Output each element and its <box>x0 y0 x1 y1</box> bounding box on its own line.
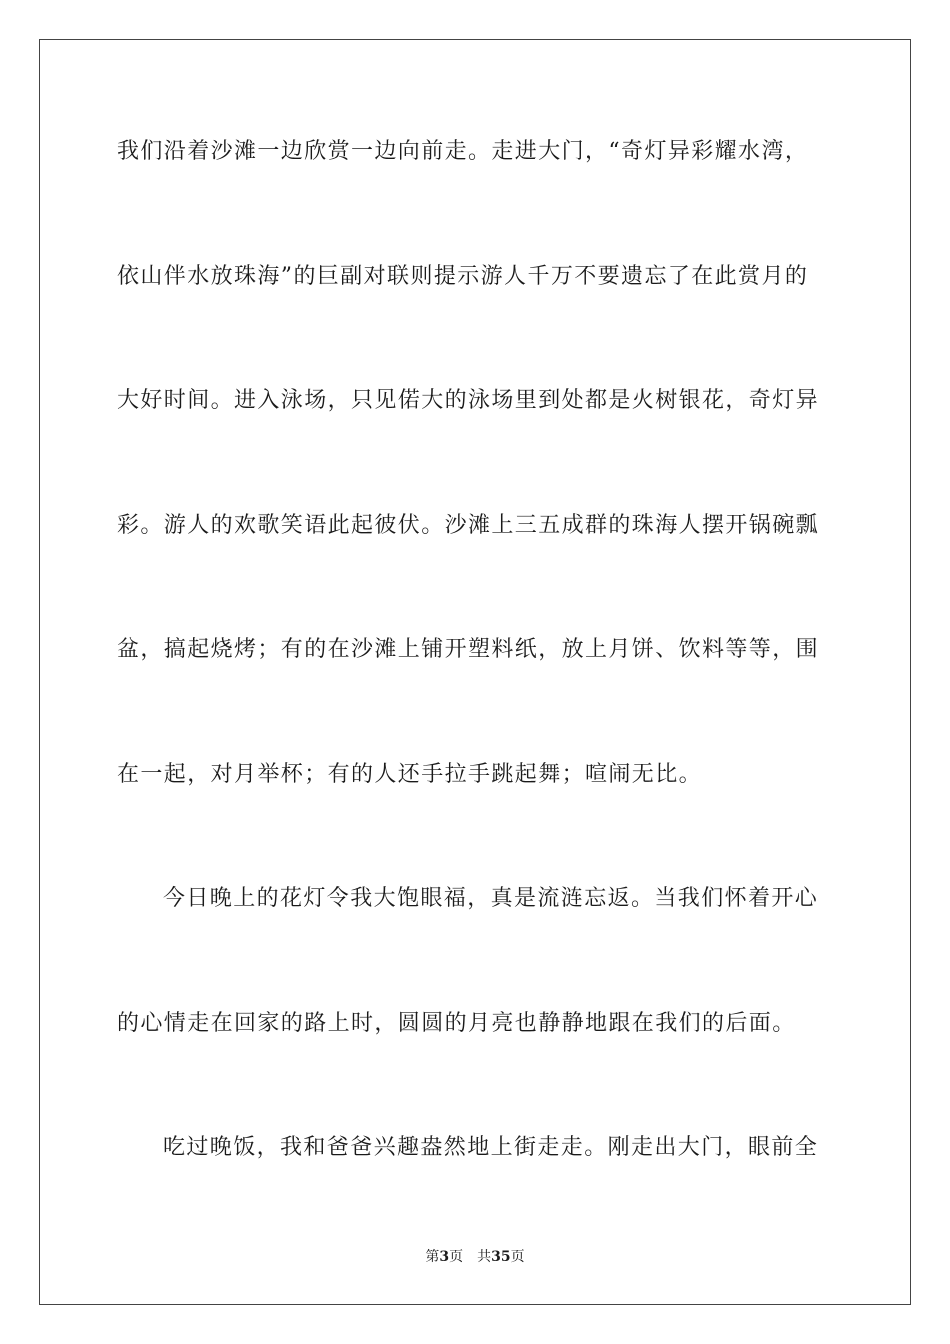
text-line-7: 今日晚上的花灯令我大饱眼福，真是流涟忘返。当我们怀着开心 <box>163 886 819 911</box>
page-suffix: 页 <box>449 1249 464 1265</box>
text-line-6: 在一起，对月举杯；有的人还手拉手跳起舞；喧闹无比。 <box>117 762 703 787</box>
total-suffix: 页 <box>510 1249 525 1265</box>
text-line-9: 吃过晚饭，我和爸爸兴趣盎然地上街走走。刚走出大门，眼前全 <box>163 1135 819 1160</box>
text-line-4: 彩。游人的欢歌笑语此起彼伏。沙滩上三五成群的珠海人摆开锅碗瓢 <box>117 513 820 538</box>
text-line-1: 我们沿着沙滩一边欣赏一边向前走。走进大门，“奇灯异彩耀水湾， <box>117 139 809 164</box>
text-line-5: 盆，搞起烧烤；有的在沙滩上铺开塑料纸，放上月饼、饮料等等，围 <box>117 637 820 662</box>
page-number: 3 <box>439 1249 450 1265</box>
total-prefix: 共 <box>477 1249 492 1265</box>
text-line-2: 依山伴水放珠海”的巨副对联则提示游人千万不要遗忘了在此赏月的 <box>117 264 809 289</box>
page-prefix: 第 <box>425 1249 440 1265</box>
text-line-8: 的心情走在回家的路上时，圆圆的月亮也静静地跟在我们的后面。 <box>117 1011 796 1036</box>
text-line-3: 大好时间。进入泳场，只见偌大的泳场里到处都是火树银花，奇灯异 <box>117 388 820 413</box>
total-pages: 35 <box>491 1249 511 1265</box>
page-border <box>39 39 911 1305</box>
page-footer <box>0 1247 950 1267</box>
